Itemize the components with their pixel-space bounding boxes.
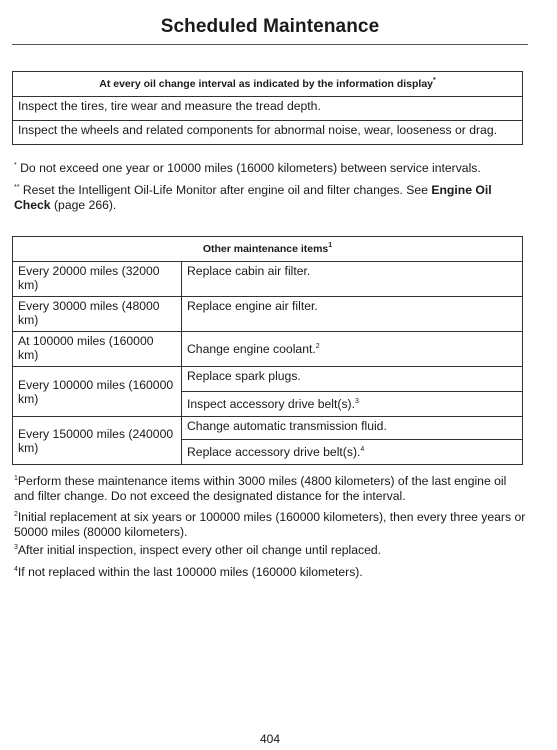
item-text: Inspect accessory drive belt(s). [187,397,355,411]
item-cell: Replace cabin air filter. [182,262,523,297]
table-header-row [13,72,523,97]
oil-note-1 [14,161,526,176]
item-text: Change engine coolant. [187,342,316,356]
oil-note-2 [14,183,526,213]
footnote-4 [14,565,526,580]
oil-change-table [12,71,523,145]
interval-cell: Every 100000 miles (160000 km) [13,367,182,417]
interval-cell: Every 20000 miles (32000 km) [13,262,182,297]
item-cell [182,440,523,465]
table-header [13,237,523,262]
table-cell: Inspect the tires, tire wear and measure the tread depth. [13,97,523,121]
table-row [13,97,523,121]
item-cell [182,332,523,367]
footnote-marker: * [433,77,436,84]
item-cell: Replace engine air filter. [182,297,523,332]
table-row [13,121,523,145]
footnote-marker: * [14,162,17,169]
footnote-marker: 4 [360,446,365,453]
header-text: At every oil change interval as indicated by the information display [99,78,434,90]
item-cell [182,367,523,392]
item-text: Replace spark plugs. [187,369,301,383]
header-text: Other maintenance items [202,243,329,255]
interval-cell: At 100000 miles (160000 km) [13,332,182,367]
footnote-marker: 2 [315,343,320,350]
footnote-2 [14,510,526,540]
table-cell: Inspect the wheels and related components for abnormal noise, wear, looseness or drag. [13,121,523,145]
table-header-row [13,237,523,262]
table-row [13,367,523,392]
page-title: Scheduled Maintenance [160,16,380,37]
table-header [13,72,523,97]
table-row [13,262,523,297]
footnote-marker: 1 [328,242,333,249]
footnote-marker: 4 [14,566,18,573]
page-reference: (page 266). [50,198,117,212]
footnote-3 [14,543,526,558]
footnote-text: Initial replacement at six years or 100000 miles (160000 kilometers), then every three years or 50000 miles (80000 kilometers). [14,510,526,539]
table-row [13,297,523,332]
footnote-marker: ** [14,184,20,191]
interval-cell: Every 150000 miles (240000 km) [13,417,182,465]
footnote-text: If not replaced within the last 100000 miles (160000 kilometers). [17,565,363,579]
item-text: Replace accessory drive belt(s). [187,445,361,459]
note-text: Do not exceed one year or 10000 miles (16000 kilometers) between service intervals. [16,161,481,175]
item-text: Change automatic transmission fluid. [187,419,387,433]
footnote-text: Perform these maintenance items within 3000 miles (4800 kilometers) of the last engine oil and filter change. Do not exceed the designated distance for the interval. [14,474,507,503]
footnote-marker: 1 [14,475,18,482]
footnote-text: After initial inspection, inspect every other oil change until replaced. [17,543,382,557]
title-divider [12,44,528,45]
footnote-marker: 3 [14,544,18,551]
interval-cell: Every 30000 miles (48000 km) [13,297,182,332]
table-row [13,417,523,440]
other-maintenance-table [12,236,523,465]
footnote-1 [14,474,526,504]
note-text: Reset the Intelligent Oil-Life Monitor after engine oil and filter changes. See [19,183,432,197]
page-number: 404 [259,732,281,746]
footnote-marker: 2 [14,511,18,518]
item-cell [182,392,523,417]
footnote-marker: 3 [354,398,359,405]
table-row [13,332,523,367]
engine-oil-check-link[interactable]: Engine Oil Check [14,183,492,212]
item-cell [182,417,523,440]
